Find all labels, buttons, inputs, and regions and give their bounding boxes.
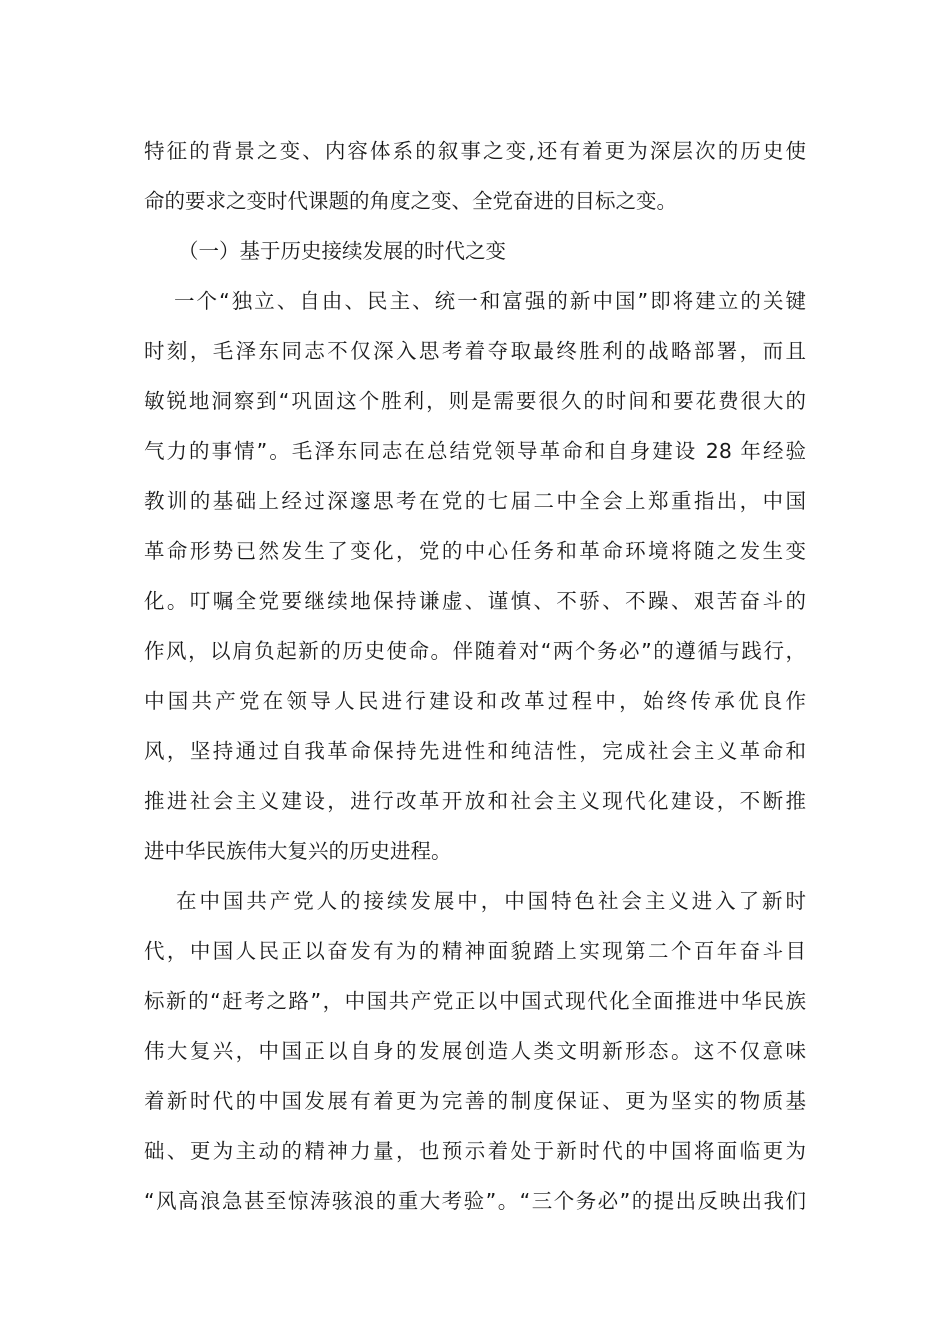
text-line: 础、更为主动的精神力量，也预示着处于新时代的中国将面临更为	[144, 1139, 806, 1163]
text-line: 气力的事情”。毛泽东同志在总结党领导革命和自身建设 28 年经验	[144, 439, 806, 463]
text-line: 风，坚持通过自我革命保持先进性和纯洁性，完成社会主义革命和	[144, 739, 806, 763]
text-line: 标新的“赶考之路”，中国共产党正以中国式现代化全面推进中华民族	[144, 989, 806, 1013]
text-line: “风高浪急甚至惊涛骇浪的重大考验”。“三个务必”的提出反映出我们	[144, 1189, 806, 1213]
text-line: 中国共产党在领导人民进行建设和改革过程中，始终传承优良作	[144, 689, 806, 713]
text-line: 化。叮嘱全党要继续地保持谦虚、谨慎、不骄、不躁、艰苦奋斗的	[144, 589, 806, 613]
text-line: 时刻，毛泽东同志不仅深入思考着夺取最终胜利的战略部署，而且	[144, 339, 806, 363]
text-line: 革命形势已然发生了变化，党的中心任务和革命环境将随之发生变	[144, 539, 806, 563]
text-line: 推进社会主义建设，进行改革开放和社会主义现代化建设，不断推	[144, 789, 806, 813]
text-line: 着新时代的中国发展有着更为完善的制度保证、更为坚实的物质基	[144, 1089, 806, 1113]
text-line: 敏锐地洞察到“巩固这个胜利，则是需要很久的时间和要花费很大的	[144, 389, 806, 413]
text-line: 作风，以肩负起新的历史使命。伴随着对“两个务必”的遵循与践行，	[144, 639, 806, 663]
text-line: 命的要求之变时代课题的角度之变、全党奋进的目标之变。	[144, 189, 677, 213]
section-heading: （一）基于历史接续发展的时代之变	[178, 239, 506, 263]
text-line: 一个“独立、自由、民主、统一和富强的新中国”即将建立的关键	[174, 289, 806, 313]
text-line: 进中华民族伟大复兴的历史进程。	[144, 839, 452, 863]
text-line: 特征的背景之变、内容体系的叙事之变,还有着更为深层次的历史使	[144, 139, 806, 163]
text-line: 伟大复兴，中国正以自身的发展创造人类文明新形态。这不仅意味	[144, 1039, 806, 1063]
text-line: 教训的基础上经过深邃思考在党的七届二中全会上郑重指出，中国	[144, 489, 806, 513]
body-text	[144, 126, 806, 1226]
text-line: 在中国共产党人的接续发展中，中国特色社会主义进入了新时	[176, 889, 806, 913]
text-line: 代，中国人民正以奋发有为的精神面貌踏上实现第二个百年奋斗目	[144, 939, 806, 963]
